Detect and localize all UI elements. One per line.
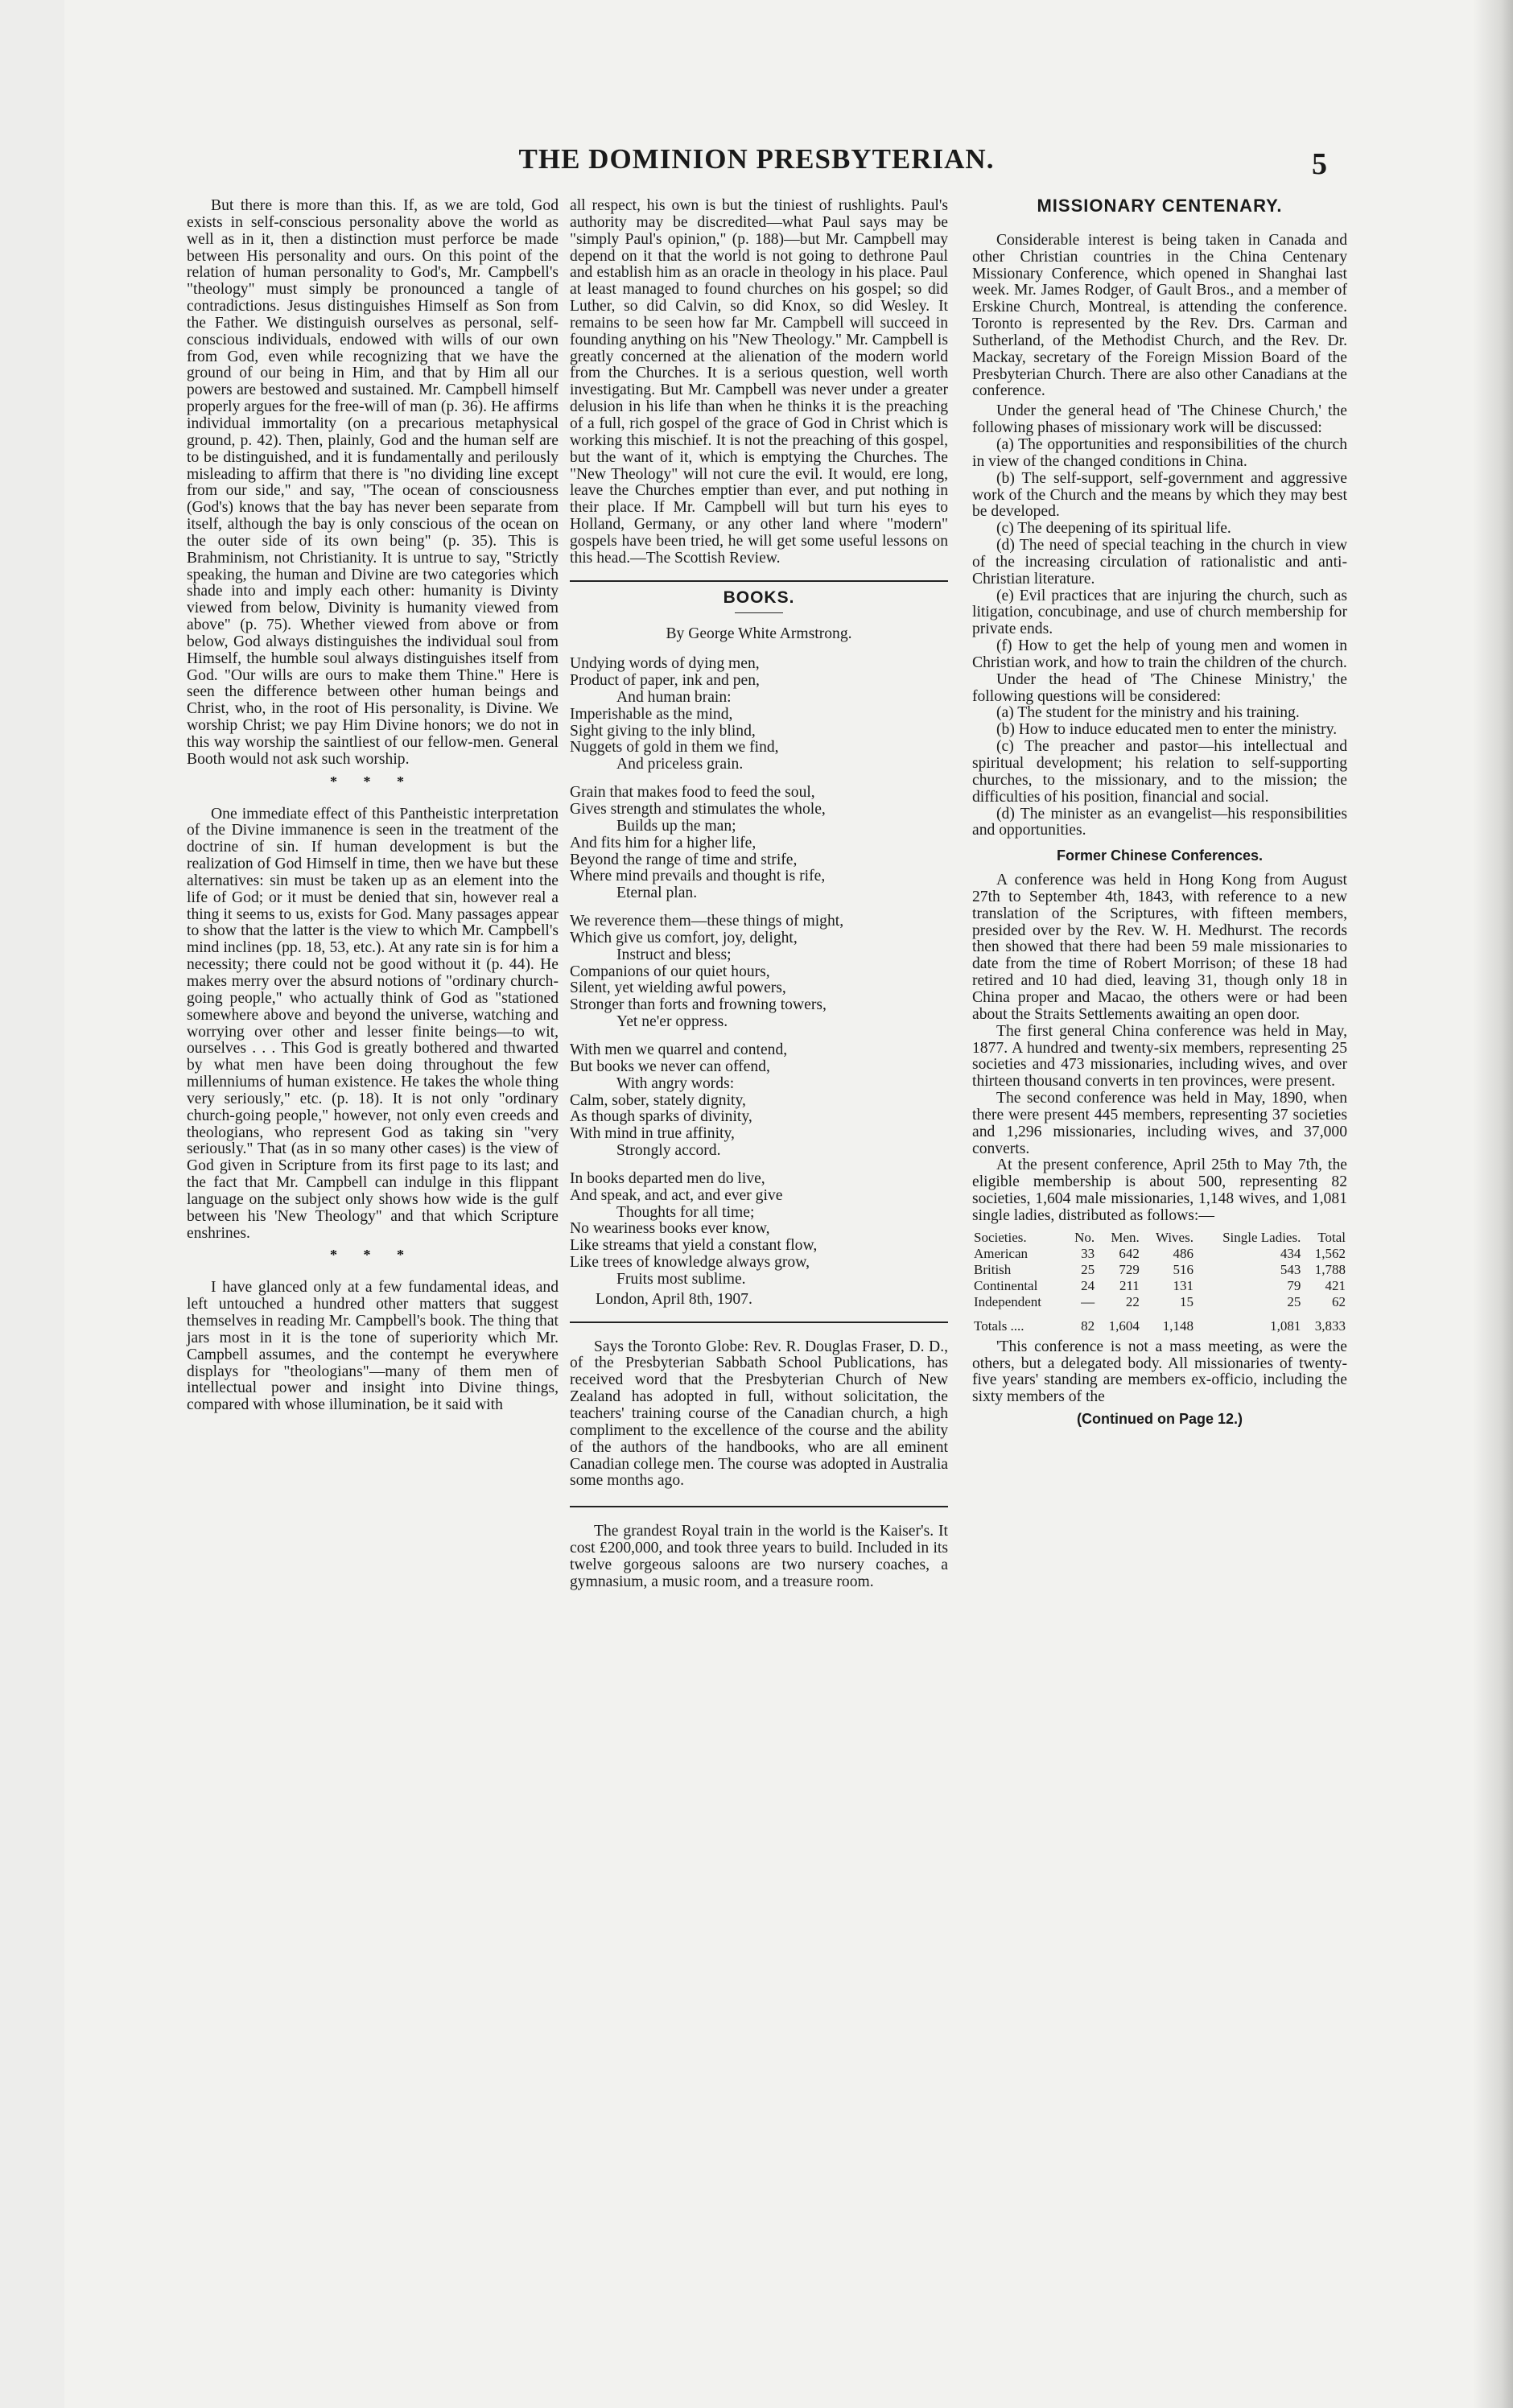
former-paragraph: At the present conference, April 25th to May 7th, the eligible membership is about 500, representing 82 societies, 1,604 male missionaries, 1,148 wives, and 1,081 single ladies, distributed as follows:— — [972, 1157, 1347, 1224]
poem-line: Like trees of knowledge always grow, — [570, 1254, 810, 1272]
poem-line: Silent, yet wielding awful powers, — [570, 979, 786, 997]
poem-line: Nuggets of gold in them we find, — [570, 739, 779, 757]
list-item: (d) The need of special teaching in the church in view of the increasing circulation of rationalistic and anti-Christian literature. — [972, 537, 1347, 588]
poem-line: Undying words of dying men, — [570, 655, 760, 673]
section-separator: * * * — [330, 1247, 415, 1264]
books-title: BOOKS. — [723, 588, 795, 607]
page-number: 5 — [1312, 147, 1327, 181]
article-paragraph: But there is more than this. If, as we are told, God exists in self-conscious personality above the world as well as in it, then a distinction must perforce be made between His personality and ours. On this point of the relation of human personality to God's, Mr. Campbell's "theology" must simply be pronounced a tangle of contradictions. Jesus distinguishes Himself as Son from the Father. We distinguish ourselves as personal, self-conscious individuals, endowed with wills of our own from God, even while recognizing that we have the ground of our being in Him, and that by Him all our powers are bestowed and sustained. Mr. Campbell himself properly argues for the free-will of man (p. 36). He affirms individual immortality (on a precarious metaphysical ground, p. 42). Then, plainly, God and the human self are to be distinguished, and it is fundamentally and perilously misleading to affirm that there is "no dividing line except from our side," and say, "The ocean of consciousness (God's) knows that the bay has never been separate from itself, although the bay is only conscious of the ocean on the outer side of its own being" (p. 35). This is Brahminism, not Christianity. It is untrue to say, "Strictly speaking, the human and Divine are two categories which shade into and imply each other: humanity is Divinty viewed from below, Divinity is humanity viewed from above" (p. 75). Whether viewed from above or from below, God always distinguishes the individual soul from Himself, the humble soul always distinguishes itself from God. "Our wills are ours to make them Thine." Here is seen the difference between other human beings and Christ, who, in the root of His personality, is Divine. We worship Christ; we pay Him Divine honors; we do not in this way worship the saintliest of our fellow-men. General Booth would not ask such worship. — [187, 197, 559, 768]
title-underline — [735, 612, 783, 613]
poem — [570, 656, 948, 1289]
poem-line: Where mind prevails and thought is rife, — [570, 868, 826, 885]
section-separator: * * * — [330, 773, 415, 790]
poem-line: Stronger than forts and frowning towers, — [570, 996, 827, 1014]
poem-line: Calm, sober, stately dignity, — [570, 1091, 746, 1109]
column-2 — [570, 198, 948, 1591]
poem-line: With men we quarrel and contend, — [570, 1041, 788, 1058]
intro-paragraph: Considerable interest is being taken in Canada and other Christian countries in the China Centenary Missionary Conference, which opened in Shanghai last week. Mr. James Rodger, of Gault Bros., and a member of Erskine Church, Montreal, is attending the conference. Toronto is represented by the Rev. Drs. Carman and Sutherland, of the Methodist Church, and the Rev. Dr. Mackay, secretary of the Foreign Mission Board of the Presbyterian Church. There are also other Canadians at the conference. — [972, 231, 1347, 400]
poem-stanza — [570, 785, 948, 902]
table-header-row — [972, 1230, 1347, 1246]
continued-note: (Continued on Page 12.) — [1076, 1411, 1243, 1428]
poem-line: As though sparks of divinity, — [570, 1108, 752, 1126]
poem-stanza — [570, 913, 948, 1031]
poem-line: But books we never can offend, — [570, 1058, 770, 1075]
list-item: (b) The self-support, self-government and aggressive work of the Church and the means by which they may best be developed. — [972, 469, 1347, 521]
poem-line: Yet ne'er oppress. — [616, 1013, 728, 1031]
column-1 — [187, 198, 559, 1414]
article-paragraph: One immediate effect of this Pantheistic interpretation of the Divine immanence is seen in the treatment of the doctrine of sin. If human development is but the realization of God Himself in time, then we have but these alternatives: sin must be taken up as an element into the life of God; or it must be denied that sin, however real a thing it seems to us, exists for God. Many passages appear to show that the latter is the view to which Mr. Campbell's mind inclines (pp. 18, 53, etc.). At any rate sin is for him a necessity; there could not be good without it (p. 44). He makes merry over the absurd notions of "ordinary church-going people," who actually think of God as "stationed somewhere above and beyond the universe, watching and worrying over other and lesser finite beings—to wit, ourselves . . . This God is greatly bothered and thwarted by what men have been doing throughout the few millenniums of human existence. He takes the whole thing very seriously," etc. (p. 18). It is not only "ordinary church-going people," however, not only even creeds and theologians, who represent God as taking sin "very seriously." That (as in so many other cases) is the view of God given in Scripture from its first page to its last; and the fact that Mr. Campbell can indulge in this flippant language on the subject only shows how wide is the gulf between his 'New Theology" and that which Scripture enshrines. — [187, 805, 559, 1242]
train-paragraph: The grandest Royal train in the world is the Kaiser's. It cost £200,000, and took three years to build. Included in its twelve gorgeous saloons are two nursery coaches, a gymnasium, a music room, and a treasure room. — [570, 1523, 948, 1590]
list-item: (c) The deepening of its spiritual life. — [996, 520, 1231, 538]
table-cell: 3,833 — [1314, 1317, 1346, 1334]
table-cell: 1,562 — [1314, 1245, 1346, 1261]
table-header: Societies. — [974, 1229, 1027, 1245]
poem-line: Beyond the range of time and strife, — [570, 851, 798, 868]
column-3 — [972, 198, 1347, 1428]
poem-stanza — [570, 1171, 948, 1289]
poem-line: Sight giving to the inly blind, — [570, 722, 756, 740]
poem-line: Eternal plan. — [616, 884, 698, 902]
poem-stanza — [570, 1042, 948, 1160]
globe-paragraph: Says the Toronto Globe: Rev. R. Douglas Fraser, D. D., of the Presbyterian Sabbath School Publications, has received word that the Presbyterian Church of New Zealand has adopted in full, without solicitation, the teachers' training course of the Canadian church, a high compliment to the excellence of the course and the ability of the authors of the handbooks, who are all eminent Canadian college men. The course was adopted in Australia some months ago. — [570, 1338, 948, 1490]
table-row — [972, 1278, 1347, 1294]
table-cell: 1,081 — [1270, 1317, 1301, 1334]
poem-stanza — [570, 656, 948, 773]
table-cell: 1,604 — [1108, 1317, 1140, 1334]
former-paragraph: A conference was held in Hong Kong from August 27th to September 4th, 1843, with reference to a new translation of the Scriptures, with fifteen members, presided over by the Rev. W. H. Medhurst. The records then showed that there had been 59 male missionaries to date from the time of Robert Morrison; of these 18 had retired and 10 had died, leaving 31, though only 18 in China proper and Macao, the others were or had been about the Straits Settlements awaiting an open door. — [972, 872, 1347, 1023]
poem-line: Builds up the man; — [616, 817, 736, 835]
table-cell: 82 — [1081, 1317, 1095, 1334]
list-item: (d) The minister as an evangelist—his responsibilities and opportunities. — [972, 805, 1347, 839]
table-cell: 642 — [1119, 1245, 1140, 1261]
table-body — [972, 1246, 1347, 1334]
list-item: (a) The opportunities and responsibilities of the church in view of the changed conditions in China. — [972, 435, 1347, 470]
article-paragraph: all respect, his own is but the tiniest of rushlights. Paul's authority may be discredited—what Paul says may be "simply Paul's opinion," (p. 188)—but Mr. Campbell may depend on it that the world is not going to dethrone Paul and establish him as an oracle in theology in his place. Paul at least managed to found churches on his gospel; so did Luther, so did Calvin, so did Knox, so did Wesley. It remains to be seen how far Mr. Campbell will succeed in founding anything on his "New Theology." Mr. Campbell is greatly concerned at the alienation of the modern world from the Churches. It is a serious question, well worth investigating. But Mr. Campbell was never under a greater delusion in his life than when he thinks it is the preaching of a full, rich gospel of the grace of God in Christ which is working this mischief. It is not the preaching of this gospel, but the want of it, which is emptying the Churches. The "New Theology" will not cure the evil. It would, ere long, leave the Churches emptier than ever, and put nothing in their place. If Mr. Campbell will but turn his eyes to Holland, Germany, or any other land where "modern" gospels have been tried, he will get some useful lessons on this head.—The Scottish Review. — [570, 197, 948, 567]
former-paragraph: The second conference was held in May, 1890, when there were present 445 members, representing 37 societies and 1,296 missionaries, including wives, and 37,000 converts. — [972, 1090, 1347, 1157]
poem-date: London, April 8th, 1907. — [596, 1290, 752, 1308]
poem-line: Fruits most sublime. — [616, 1270, 746, 1288]
poem-line: And fits him for a higher life, — [570, 834, 756, 851]
poem-line: With mind in true affinity, — [570, 1125, 735, 1143]
table-cell: 516 — [1173, 1261, 1193, 1277]
table-row — [972, 1246, 1347, 1262]
table-cell: Continental — [974, 1277, 1038, 1293]
church-items-list — [972, 437, 1347, 672]
missionary-title: MISSIONARY CENTENARY. — [1037, 196, 1283, 216]
list-item: (b) How to induce educated men to enter the ministry. — [996, 721, 1338, 739]
table-cell: 33 — [1081, 1245, 1095, 1261]
societies-table — [972, 1230, 1347, 1334]
poem-byline: By George White Armstrong. — [666, 625, 852, 643]
table-cell: Independent — [974, 1293, 1042, 1309]
poem-line: No weariness books ever know, — [570, 1220, 770, 1238]
poem-line: Strongly accord. — [616, 1142, 721, 1160]
table-cell: 421 — [1325, 1277, 1346, 1293]
list-item: (f) How to get the help of young men and women in Christian work, and how to train the children of the church. — [972, 637, 1347, 671]
table-cell: 15 — [1179, 1293, 1193, 1309]
poem-line: In books departed men do live, — [570, 1169, 765, 1187]
table-cell: 24 — [1081, 1277, 1095, 1293]
table-header: Single Ladies. — [1222, 1229, 1301, 1245]
table-cell: Totals .... — [974, 1317, 1024, 1334]
list-item: (c) The preacher and pastor—his intellectual and spiritual development; his relation to self-supporting churches, to the missionary, and to the mission; the difficulties of his position, financial and social. — [972, 738, 1347, 806]
table-cell: British — [974, 1261, 1012, 1277]
list-item: (a) The student for the ministry and his training. — [996, 704, 1300, 722]
former-paragraph: The first general China conference was held in May, 1877. A hundred and twenty-six members, representing 25 societies and 473 missionaries, including wives, and over thirteen thousand converts in ten provinces, were present. — [972, 1022, 1347, 1091]
table-header: Wives. — [1155, 1229, 1193, 1245]
poem-line: And human brain: — [616, 688, 732, 706]
ministry-intro: Under the head of 'The Chinese Ministry,' the following questions will be considered: — [972, 670, 1347, 705]
table-cell: 131 — [1173, 1277, 1193, 1293]
poem-line: Which give us comfort, joy, delight, — [570, 929, 798, 946]
ministry-items-list — [972, 705, 1347, 839]
church-intro: Under the general head of 'The Chinese Church,' the following phases of missionary work will be discussed: — [972, 402, 1347, 437]
poem-line: Imperishable as the mind, — [570, 705, 733, 723]
table-cell: 1,148 — [1162, 1317, 1193, 1334]
table-cell: 434 — [1280, 1245, 1301, 1261]
table-cell: — — [1081, 1293, 1095, 1309]
table-cell: 25 — [1287, 1293, 1301, 1309]
poem-line: Gives strength and stimulates the whole, — [570, 801, 826, 818]
former-conferences-title: Former Chinese Conferences. — [1056, 847, 1264, 864]
poem-line: And speak, and act, and ever give — [570, 1186, 783, 1204]
poem-line: We reverence them—these things of might, — [570, 913, 844, 930]
masthead: THE DOMINION PRESBYTERIAN. — [518, 143, 995, 175]
table-header: Total — [1317, 1229, 1346, 1245]
table-cell: American — [974, 1245, 1029, 1261]
column-rule — [570, 580, 948, 582]
table-cell: 1,788 — [1314, 1261, 1346, 1277]
poem-line: Product of paper, ink and pen, — [570, 672, 760, 690]
poem-line: With angry words: — [616, 1074, 735, 1092]
table-cell: 211 — [1119, 1277, 1140, 1293]
poem-line: Instruct and bless; — [616, 946, 732, 963]
table-cell: 486 — [1173, 1245, 1193, 1261]
poem-line: Thoughts for all time; — [616, 1203, 755, 1221]
scan-edge — [1473, 0, 1513, 2408]
table-cell: 543 — [1280, 1261, 1301, 1277]
column-rule — [570, 1322, 948, 1323]
poem-line: Grain that makes food to feed the soul, — [570, 784, 815, 802]
poem-line: Like streams that yield a constant flow, — [570, 1237, 818, 1255]
table-cell: 25 — [1081, 1261, 1095, 1277]
table-header: Men. — [1111, 1229, 1140, 1245]
table-header: No. — [1074, 1229, 1095, 1245]
article-paragraph: I have glanced only at a few fundamental ideas, and left untouched a hundred other matters that suggest themselves in reading Mr. Campbell's book. The thing that jars most in it is the tone of superiority which Mr. Campbell assumes, and the contempt he everywhere displays for "theologians"—many of them men of intellectual power and insight into Divine things, compared with whose illumination, be it said with — [187, 1279, 559, 1414]
table-cell: 22 — [1125, 1293, 1140, 1309]
closing-paragraph: 'This conference is not a mass meeting, as were the others, but a delegated body. All missionaries of twenty-five years' standing are members ex-officio, including the sixty members of the — [972, 1338, 1347, 1406]
table-cell: 729 — [1119, 1261, 1140, 1277]
table-cell: 62 — [1332, 1293, 1346, 1309]
column-rule — [570, 1506, 948, 1507]
list-item: (e) Evil practices that are injuring the church, such as litigation, concubinage, and use of church membership for private ends. — [972, 587, 1347, 638]
table-row — [972, 1262, 1347, 1278]
table-totals-row — [972, 1310, 1347, 1334]
table-row — [972, 1294, 1347, 1310]
table-cell: 79 — [1287, 1277, 1301, 1293]
poem-line: Companions of our quiet hours, — [570, 963, 770, 980]
poem-line: And priceless grain. — [616, 756, 744, 773]
